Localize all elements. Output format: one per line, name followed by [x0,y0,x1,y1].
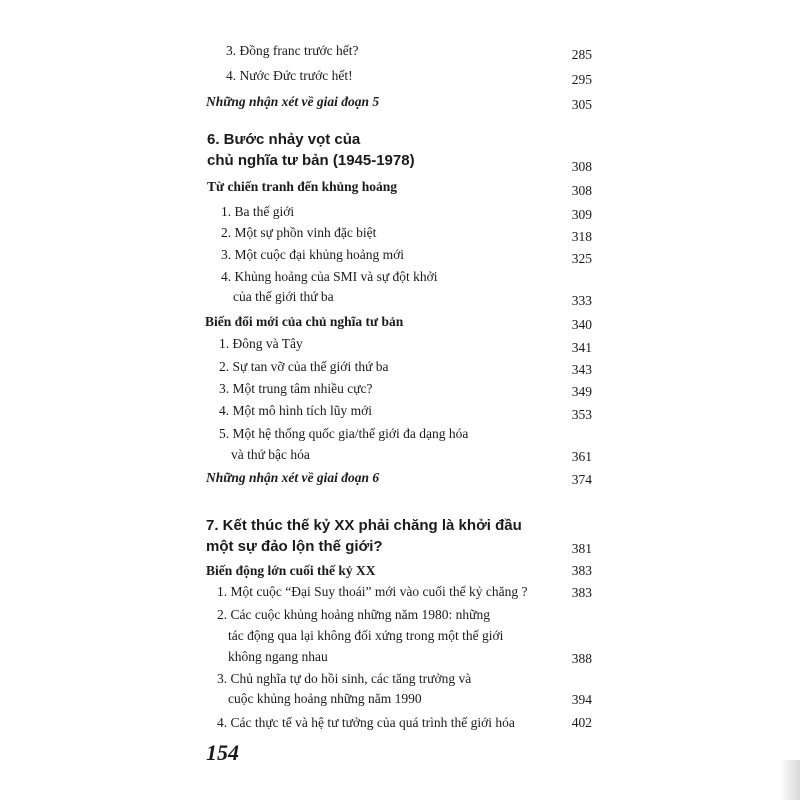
toc-entry: không ngang nhau [228,649,328,664]
toc-entry: 3. Một trung tâm nhiều cực? [219,381,373,396]
toc-entry: 3. Chủ nghĩa tự do hồi sinh, các tăng trưởng và [217,671,472,686]
toc-entry: 4. Các thực tế và hệ tư tưởng của quá trình thế giới hóa [217,715,515,730]
page-ref: 349 [571,384,592,399]
toc-entry: 1. Đông và Tây [219,336,303,351]
page-ref: 340 [571,317,592,332]
page-ref: 361 [571,449,592,464]
page-ref: 388 [571,651,592,666]
page-ref: 285 [571,47,592,62]
stage-remarks: Những nhận xét về giai đoạn 5 [206,94,380,109]
toc-entry: 4. Khủng hoảng của SMI và sự đột khởi [221,269,438,284]
toc-entry: 3. Đồng franc trước hết? [226,43,359,58]
toc-entry: 2. Các cuộc khủng hoảng những năm 1980: những [217,607,490,622]
section-title: Biến đổi mới của chủ nghĩa tư bản [205,314,404,329]
page-edge-shadow [780,760,800,800]
toc-entry: tác động qua lại không đối xứng trong một thế giới [228,628,504,643]
page-ref: 402 [571,715,592,730]
toc-entry: của thế giới thứ ba [233,289,334,304]
section-title: Từ chiến tranh đến khủng hoảng [207,179,398,194]
page-ref: 305 [571,97,592,112]
toc-entry: 4. Một mô hình tích lũy mới [219,403,373,418]
section-title: Biến động lớn cuối thế kỷ XX [206,563,376,578]
stage-remarks: Những nhận xét về giai đoạn 6 [206,470,380,485]
page-ref: 295 [571,72,592,87]
page-ref: 309 [571,207,592,222]
page-ref: 333 [571,293,592,308]
toc-entry: 1. Một cuộc “Đại Suy thoái” mới vào cuối thế kỷ chăng ? [217,584,528,599]
page-ref: 394 [571,692,592,707]
toc-entry: 5. Một hệ thống quốc gia/thế giới đa dạng hóa [219,426,469,441]
toc-entry: 3. Một cuộc đại khủng hoảng mới [221,247,404,262]
chapter-title: 6. Bước nhảy vọt của [207,131,361,148]
page-ref: 343 [571,362,592,377]
page-ref: 325 [571,251,592,266]
page-ref: 341 [571,340,592,355]
page-ref: 383 [571,563,592,578]
toc-entry: và thứ bậc hóa [231,447,310,462]
page-ref: 381 [571,541,592,556]
chapter-title: chủ nghĩa tư bản (1945-1978) [207,152,415,169]
page-ref: 308 [571,183,592,198]
toc-entry: 2. Sự tan vỡ của thế giới thứ ba [219,359,389,374]
toc-entry: cuộc khủng hoảng những năm 1990 [228,691,422,706]
page-ref: 308 [571,159,592,174]
chapter-title: một sự đảo lộn thế giới? [206,538,383,555]
toc-entry: 1. Ba thế giới [221,204,295,219]
page-number: 154 [206,740,239,765]
chapter-title: 7. Kết thúc thế kỷ XX phải chăng là khởi đầu [206,517,522,534]
page-ref: 374 [571,472,592,487]
page-ref: 353 [571,407,592,422]
toc-entry: 2. Một sự phồn vinh đặc biệt [221,225,377,240]
page-ref: 318 [571,229,592,244]
toc-entry: 4. Nước Đức trước hết! [226,68,353,83]
page-ref: 383 [571,585,592,600]
